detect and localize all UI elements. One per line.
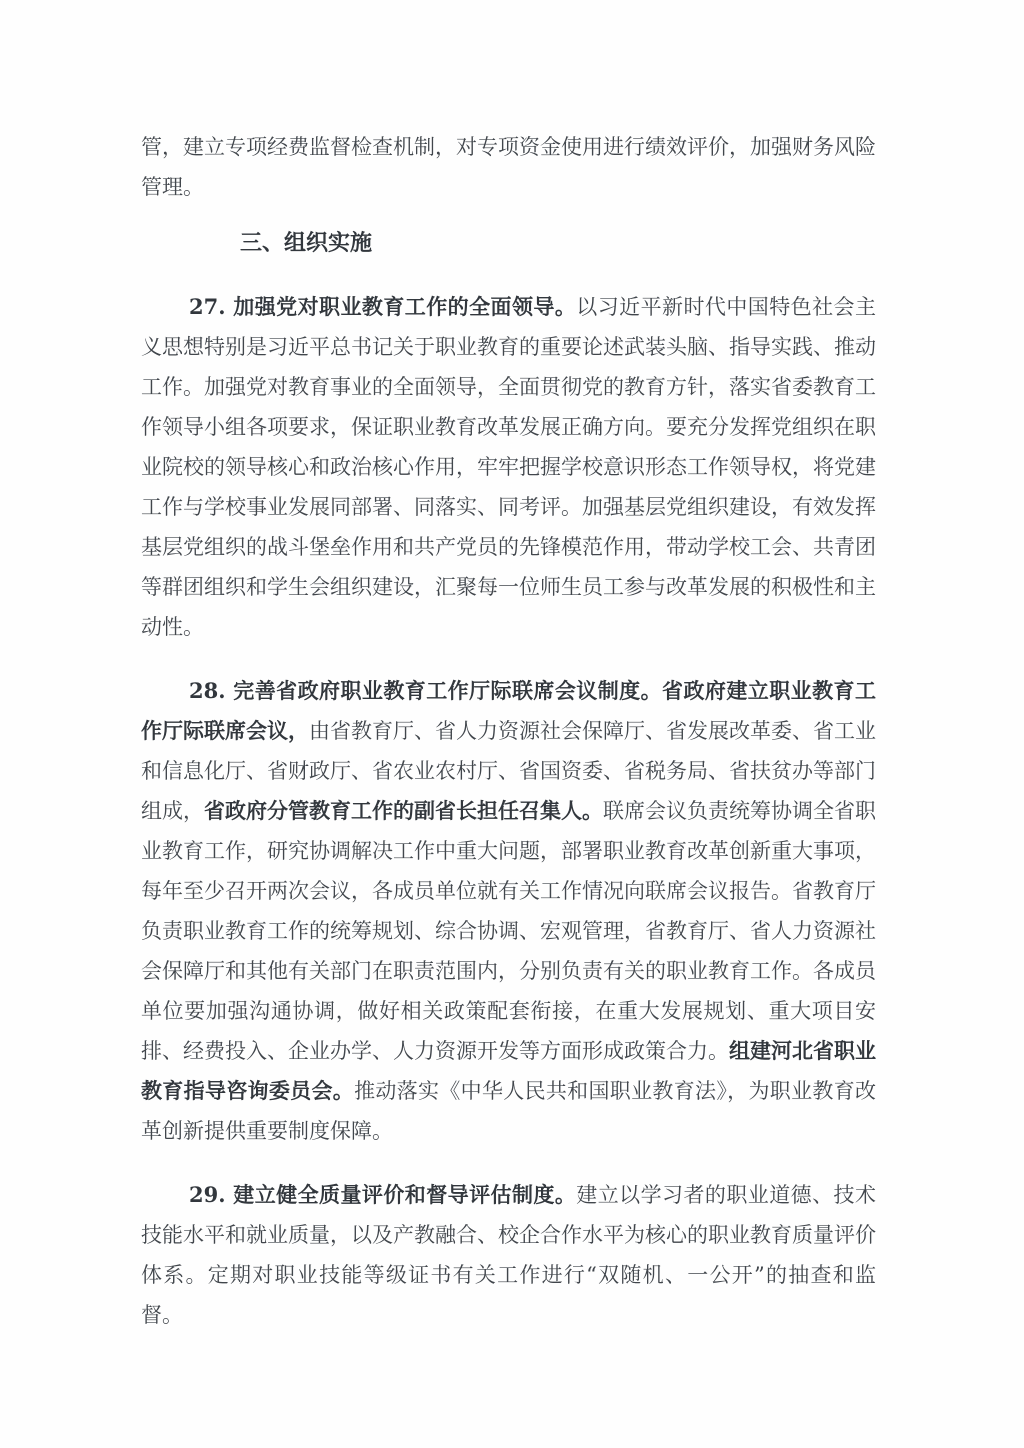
bold-text-run: 27. 加强党对职业教育工作的全面领导。 [189, 294, 577, 319]
text-run: 由省教育厅、省人力资源社会保障厅、省发展改革委、省工业和信息化厅、省财政厅、省农业农村厅、省国资委、省税务局、省扶贫办等部门组成， [141, 719, 876, 823]
text-run: 建立以学习者的职业道德、技术技能水平和就业质量，以及产教融合、校企合作水平为核心的职业教育质量评价体系。定期对职业技能等级证书有关工作进行“双随机、一公开”的抽查和监督。 [141, 1183, 876, 1327]
bold-text-run: 三、组织实施 [240, 230, 373, 256]
section-heading-organization-implementation [240, 223, 876, 263]
bold-text-run: 省政府分管教育工作的副省长担任召集人。 [204, 798, 603, 823]
text-run: 管，建立专项经费监督检查机制，对专项资金使用进行绩效评价，加强财务风险管理。 [141, 135, 876, 199]
text-run: 推动落实《中华人民共和国职业教育法》，为职业教育改革创新提供重要制度保障。 [141, 1079, 877, 1143]
bold-text-run: 28. 完善省政府职业教育工作厅际联席会议制度。省政府建立职业教育工作厅际联席会议， [141, 678, 876, 743]
paragraph-continuation [141, 127, 876, 207]
paragraph-27 [141, 287, 876, 647]
paragraph-29 [141, 1175, 876, 1335]
paragraph-28 [141, 671, 876, 1151]
text-run: 联席会议负责统筹协调全省职业教育工作，研究协调解决工作中重大问题，部署职业教育改革创新重大事项，每年至少召开两次会议，各成员单位就有关工作情况向联席会议报告。省教育厅负责职业教育工作的统筹规划、综合协调、宏观管理，省教育厅、省人力资源社会保障厅和其他有关部门在职责范围内，分别负责有关的职业教育工作。各成员单位要加强沟通协调，做好相关政策配套衔接，在重大发展规划、重大项目安排、经费投入、企业办学、人力资源开发等方面形成政策合力。 [141, 799, 876, 1063]
document-content [141, 127, 876, 1335]
bold-text-run: 29. 建立健全质量评价和督导评估制度。 [189, 1182, 577, 1207]
text-run: 以习近平新时代中国特色社会主义思想特别是习近平总书记关于职业教育的重要论述武装头脑、指导实践、推动工作。加强党对教育事业的全面领导，全面贯彻党的教育方针，落实省委教育工作领导小组各项要求，保证职业教育改革发展正确方向。要充分发挥党组织在职业院校的领导核心和政治核心作用，牢牢把握学校意识形态工作领导权，将党建工作与学校事业发展同部署、同落实、同考评。加强基层党组织建设，有效发挥基层党组织的战斗堡垒作用和共产党员的先锋模范作用，带动学校工会、共青团等群团组织和学生会组织建设，汇聚每一位师生员工参与改革发展的积极性和主动性。 [141, 295, 876, 639]
bold-text-run: 组建河北省职业教育指导咨询委员会。 [141, 1038, 876, 1103]
